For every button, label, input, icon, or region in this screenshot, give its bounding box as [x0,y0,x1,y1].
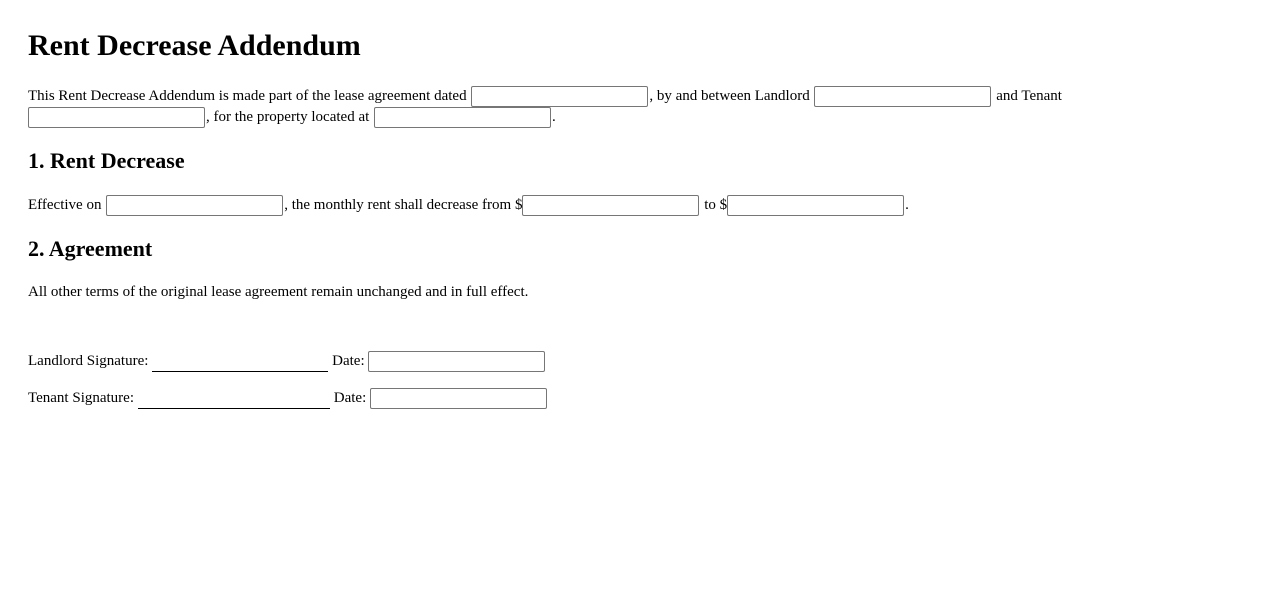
section-1-period: . [905,197,909,213]
landlord-name-input[interactable] [814,86,991,107]
intro-text-1: This Rent Decrease Addendum is made part of the lease agreement dated [28,88,471,104]
lease-date-input[interactable] [471,86,648,107]
intro-line-2 [28,106,556,128]
tenant-signature-label: Tenant Signature: [28,390,138,406]
old-rent-input[interactable] [522,195,699,216]
intro-text-5: . [552,109,556,125]
tenant-name-input[interactable] [28,107,205,128]
property-address-input[interactable] [374,107,551,128]
landlord-date-label: Date: [332,353,369,369]
new-rent-input[interactable] [727,195,904,216]
tenant-date-label: Date: [333,390,370,406]
rent-decrease-line [28,194,909,216]
intro-text-2: , by and between Landlord [649,88,814,104]
section-2-heading: 2. Agreement [28,236,153,261]
landlord-signature-label: Landlord Signature: [28,353,153,369]
tenant-signature-row [28,387,548,409]
effective-date-input[interactable] [106,195,283,216]
agreement-body: All other terms of the original lease agreement remain unchanged and in full effect. [28,284,529,300]
landlord-signature-line[interactable] [152,350,328,372]
intro-line-1 [28,85,1062,107]
agreement-text [28,281,528,303]
intro-text-4: , for the property located at [206,109,374,125]
section-1-heading: 1. Rent Decrease [28,148,185,173]
page-title: Rent Decrease Addendum [28,29,361,62]
landlord-signature-row [28,350,546,372]
intro-text-3: and Tenant [992,88,1062,104]
tenant-signature-line[interactable] [138,387,330,409]
landlord-date-input[interactable] [368,351,545,372]
to-label: to $ [700,197,728,213]
decrease-from-label: , the monthly rent shall decrease from $ [284,197,523,213]
effective-on-label: Effective on [28,197,106,213]
tenant-date-input[interactable] [370,388,547,409]
